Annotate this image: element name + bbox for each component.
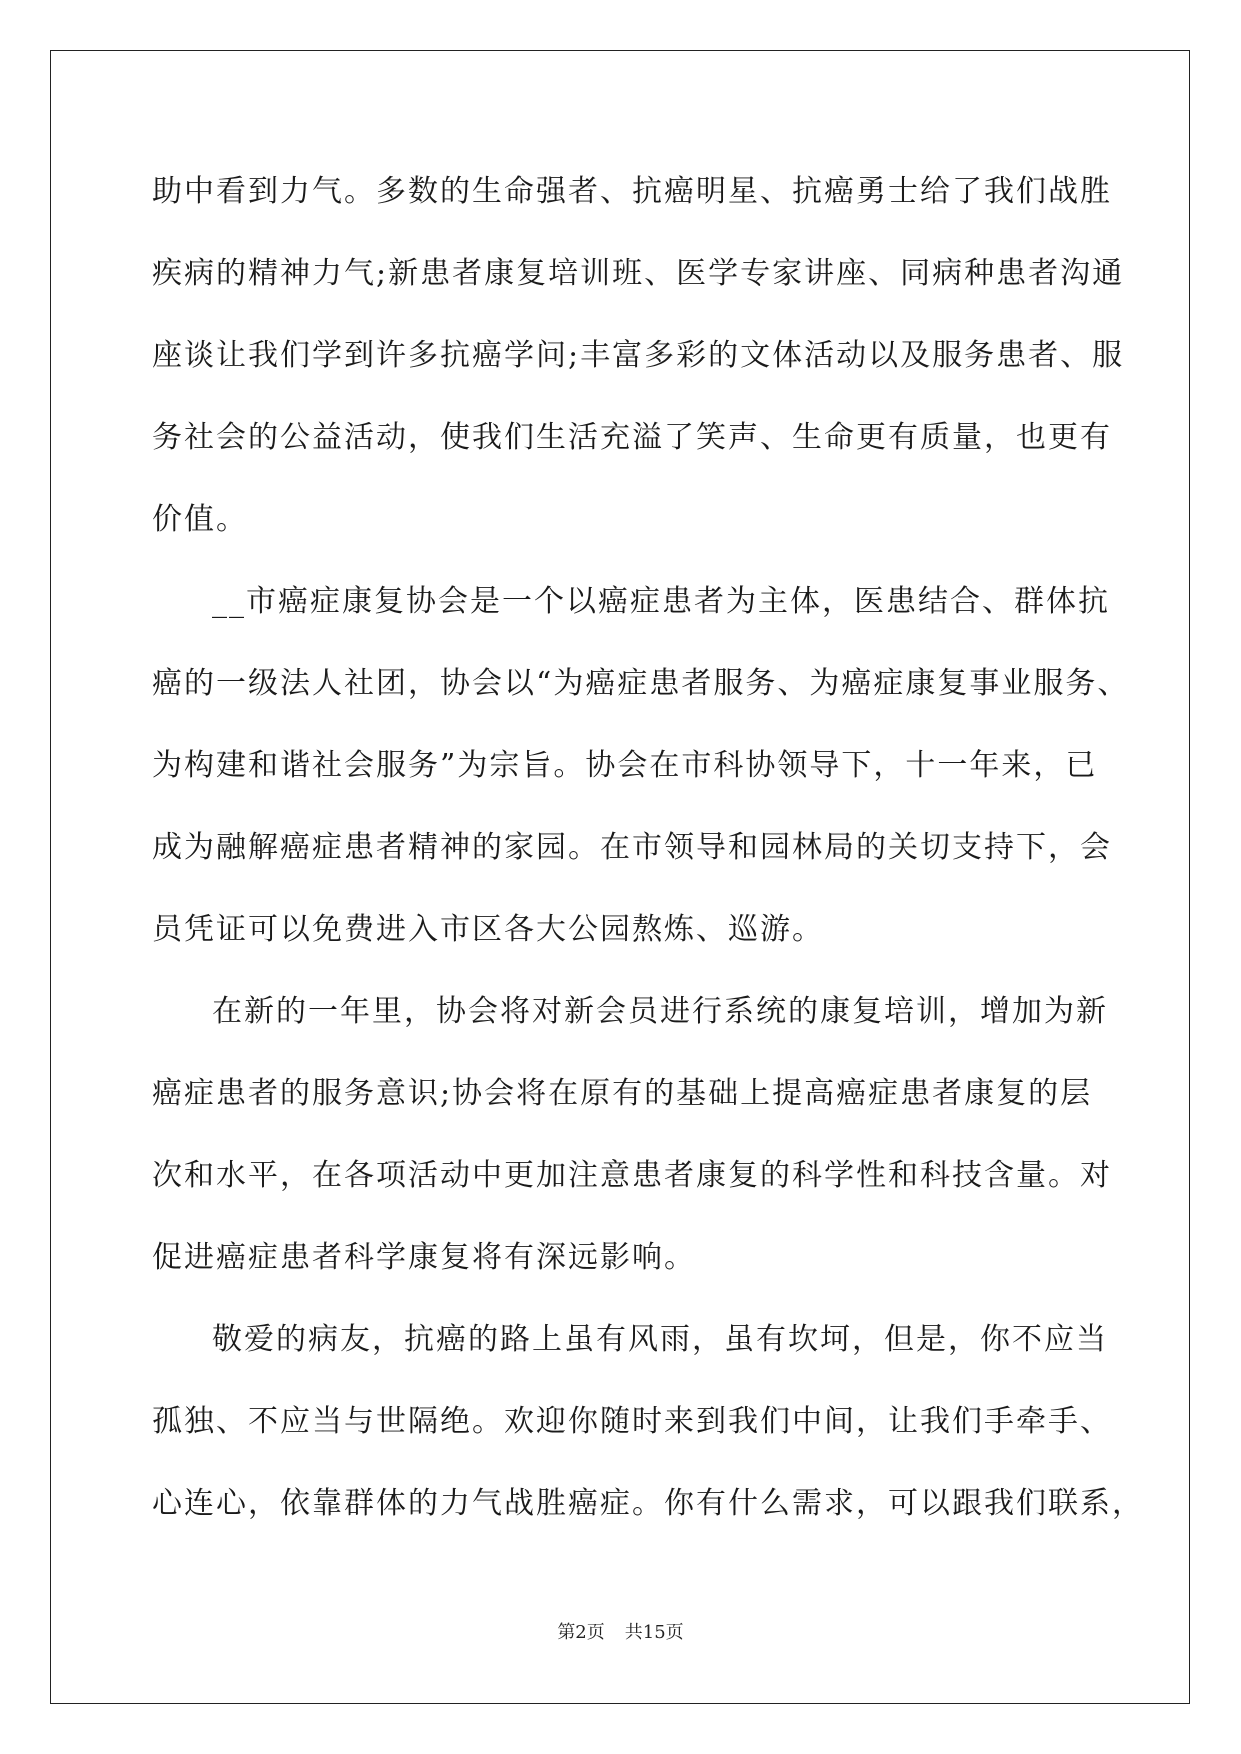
page-number: 第2页 (557, 1622, 605, 1643)
text-line: 价值。 (152, 502, 248, 537)
paragraph-first-line: 敬爱的病友，抗癌的路上虽有风雨，虽有坎坷，但是，你不应当 (212, 1322, 1108, 1357)
total-pages: 共15页 (624, 1622, 684, 1643)
text-line: 成为融解癌症患者精神的家园。在市领导和园林局的关切支持下，会 (152, 830, 1112, 865)
text-line: 促进癌症患者科学康复将有深远影响。 (152, 1240, 696, 1275)
text-line: 癌症患者的服务意识;协会将在原有的基础上提高癌症患者康复的层 (152, 1076, 1093, 1111)
paragraph-first-line: __市癌症康复协会是一个以癌症患者为主体，医患结合、群体抗 (212, 584, 1110, 619)
document-body (152, 162, 1144, 1556)
paragraph-first-line: 在新的一年里，协会将对新会员进行系统的康复培训，增加为新 (212, 994, 1108, 1029)
text-line: 孤独、不应当与世隔绝。欢迎你随时来到我们中间，让我们手牵手、 (152, 1404, 1112, 1439)
text-line: 座谈让我们学到许多抗癌学问;丰富多彩的文体活动以及服务患者、服 (152, 338, 1125, 373)
text-line: 癌的一级法人社团，协会以“为癌症患者服务、为癌症康复事业服务、 (152, 666, 1130, 701)
text-line: 心连心，依靠群体的力气战胜癌症。你有什么需求，可以跟我们联系， (152, 1486, 1144, 1521)
text-line: 助中看到力气。多数的生命强者、抗癌明星、抗癌勇士给了我们战胜 (152, 174, 1112, 209)
text-line: 次和水平，在各项活动中更加注意患者康复的科学性和科技含量。对 (152, 1158, 1112, 1193)
text-line: 疾病的精神力气;新患者康复培训班、医学专家讲座、同病种患者沟通 (152, 256, 1125, 291)
text-line: 员凭证可以免费进入市区各大公园熬炼、巡游。 (152, 912, 824, 947)
text-line: 为构建和谐社会服务”为宗旨。协会在市科协领导下，十一年来，已 (152, 748, 1098, 783)
text-line: 务社会的公益活动，使我们生活充溢了笑声、生命更有质量，也更有 (152, 420, 1112, 455)
page-footer (0, 1618, 1241, 1644)
